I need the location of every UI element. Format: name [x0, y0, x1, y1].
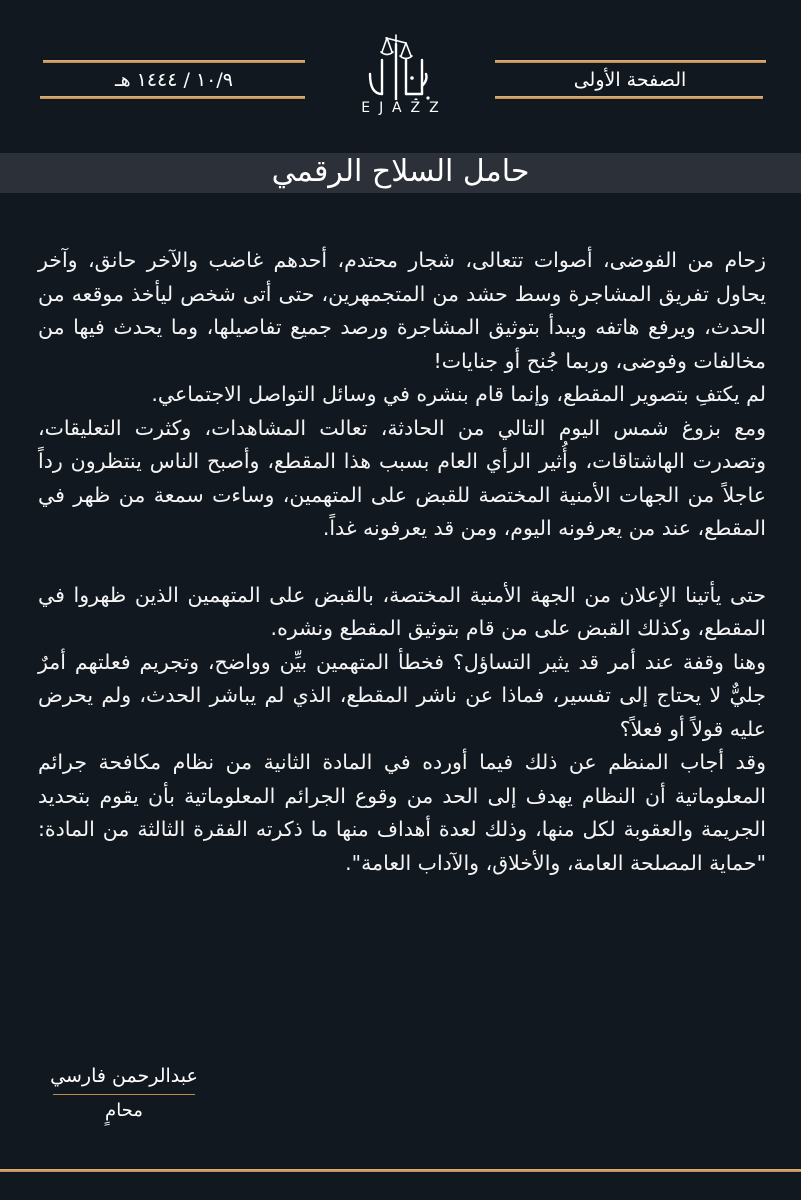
header-right-top-rule	[495, 60, 766, 63]
header-right-bottom-rule	[495, 96, 763, 99]
header-left-top-rule	[43, 60, 305, 63]
paragraph: ومع بزوغ شمس اليوم التالي من الحادثة، تعالت المشاهدات، وكثرت التعليقات، وتصدرت الهاشتاقات، وأُثير الرأي العام بسبب هذا المقطع، وأصبح الناس ينتظرون رداً عاجلاً من الجهات الأمنية المختصة للقبض على المتهمين، وساءت سمعة من ظهر في المقطع، عند من يعرفونه اليوم، ومن قد يعرفونه غداً.	[38, 415, 766, 540]
author-signature	[43, 1062, 205, 1125]
paragraph: وقد أجاب المنظم عن ذلك فيما أورده في المادة الثانية من نظام مكافحة جرائم المعلوماتية أن النظام يهدف إلى الحد من وقوع الجرائم المعلوماتية بأن يقوم بتحديد الجريمة والعقوبة لكل منها، وذلك لعدة أهداف منها ما ذكرته الفقرة الثالثة من المادة: "حماية المصلحة العامة، والأخلاق، والآداب العامة".	[38, 750, 766, 875]
header-left-bottom-rule	[40, 96, 305, 99]
logo-latin-text: EJAZZ	[361, 100, 448, 116]
paragraph: وهنا وقفة عند أمر قد يثير التساؤل؟ فخطأ المتهمين بيِّن وواضح، وتجريم فعلتهم أمرٌ جليٌّ لا يحتاج إلى تفسير، فماذا عن ناشر المقطع، الذي لم يباشر الحدث، ولم يحرض عليه قولاً أو فعلاً؟	[38, 649, 766, 741]
paragraph: لم يكتفِ بتصوير المقطع، وإنما قام بنشره في وسائل التواصل الاجتماعي.	[151, 382, 766, 406]
author-name: عبدالرحمن فارسي	[50, 1065, 198, 1087]
paragraph: حتى يأتينا الإعلان من الجهة الأمنية المختصة، بالقبض على المتهمين الذين ظهروا في المقطع، وكذلك القبض على من قام بتوثيق المقطع ونشره.	[38, 582, 766, 640]
scales-of-justice-icon	[340, 30, 460, 100]
author-role: محامٍ	[105, 1100, 143, 1121]
hijri-date: ١٠/٩ / ١٤٤٤ هـ	[115, 69, 233, 91]
footer-rule	[0, 1169, 801, 1172]
ejazz-logo	[340, 30, 460, 120]
article-title: حامل السلاح الرقمي	[271, 154, 530, 189]
article-body	[38, 244, 766, 880]
signature-divider	[53, 1094, 195, 1095]
page-number-label: الصفحة الأولى	[573, 69, 687, 91]
paragraph: زحام من الفوضى، أصوات تتعالى، شجار محتدم، أحدهم غاضب والآخر حانق، وآخر يحاول تفريق المشاجرة وسط حشد من المتجمهرين، حتى أتى شخص ليأخذ موقعه من الحدث، ويرفع هاتفه ويبدأ بتوثيق المشاجرة ورصد جميع تفاصيلها، وما يحدث فيها من مخالفات وفوضى، وربما جُنح أو جنايات!	[38, 248, 766, 373]
